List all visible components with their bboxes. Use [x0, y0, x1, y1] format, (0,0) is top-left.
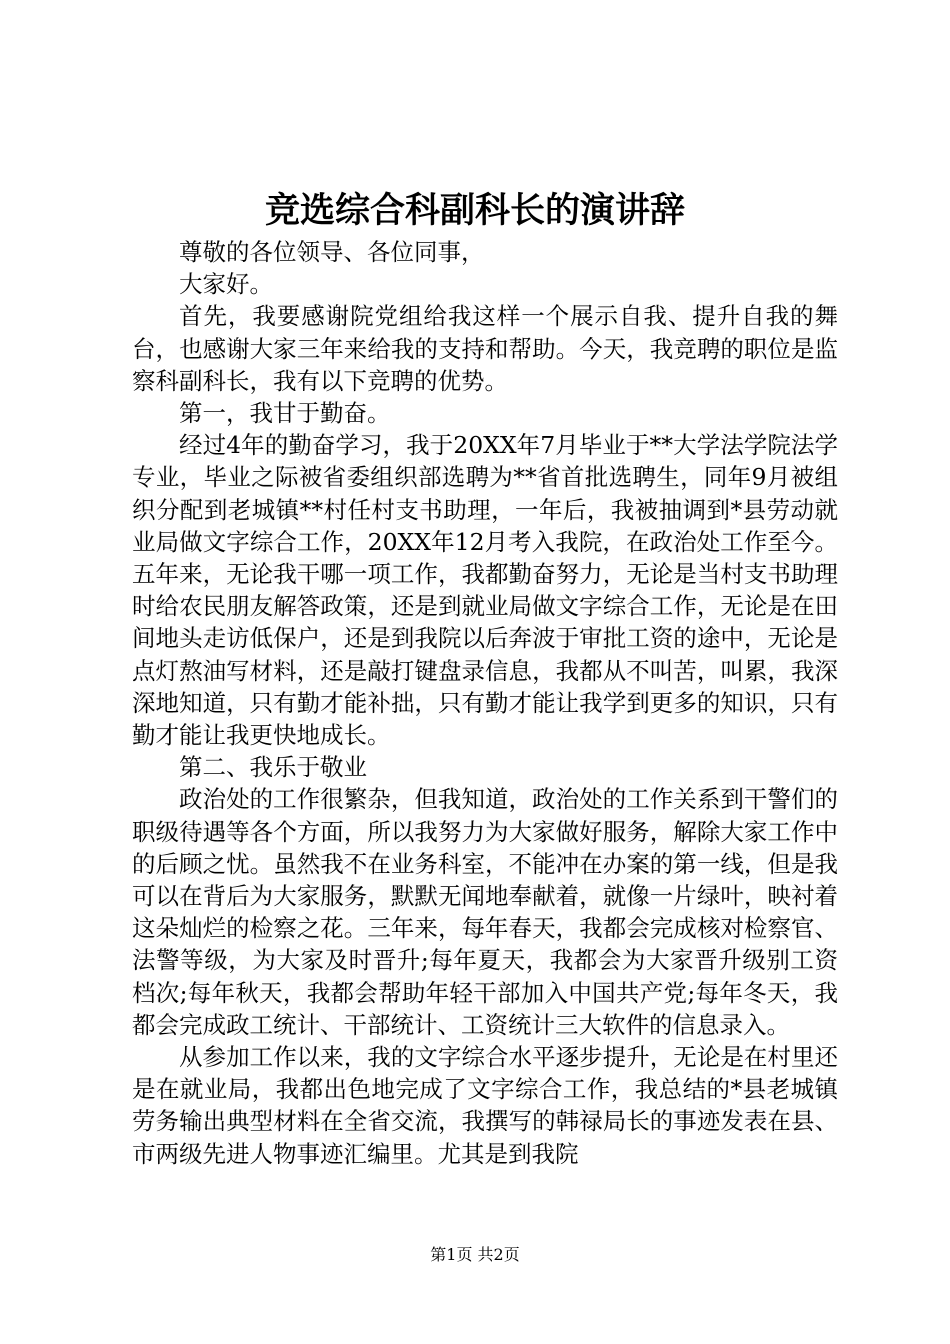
page-footer: 第1页 共2页: [430, 1245, 520, 1264]
paragraph-heading-second: 第二、我乐于敬业: [179, 753, 367, 782]
paragraph-intro: 首先，我要感谢院党组给我这样一个展示自我、提升自我的舞台，也感谢大家三年来给我的支持和帮助。今天，我竞聘的职位是监察科副科长，我有以下竞聘的优势。: [132, 302, 838, 395]
paragraph-greeting: 大家好。: [179, 270, 273, 299]
paragraph-salutation: 尊敬的各位领导、各位同事，: [179, 238, 485, 266]
paragraph-diligence: 经过4年的勤奋学习，我于20XX年7月毕业于**大学法学院法学专业，毕业之际被省委组织部选聘为**省首批选聘生，同年9月被组织分配到老城镇**村任村支书助理，一年后，我被抽调到*县劳动就业局做文字综合工作，20XX年12月考入我院，在政治处工作至今。五年来，无论我干哪一项工作，我都勤奋努力，无论是当村支书助理时给农民朋友解答政策，还是到就业局做文字综合工作，无论是在田间地头走访低保户，还是到我院以后奔波于审批工资的途中，无论是点灯熬油写材料，还是敲打键盘录信息，我都从不叫苦，叫累，我深深地知道，只有勤才能补拙，只有勤才能让我学到更多的知识，只有勤才能让我更快地成长。: [132, 431, 838, 750]
document-title: 竞选综合科副科长的演讲辞: [264, 190, 685, 231]
paragraph-dedication: 政治处的工作很繁杂，但我知道，政治处的工作关系到干警们的职级待遇等各个方面，所以我努力为大家做好服务，解除大家工作中的后顾之忧。虽然我不在业务科室，不能冲在办案的第一线，但是我可以在背后为大家服务，默默无闻地奉献着，就像一片绿叶，映衬着这朵灿烂的检察之花。三年来，每年春天，我都会完成核对检察官、法警等级，为大家及时晋升;每年夏天，我都会为大家晋升级别工资档次;每年秋天，我都会帮助年轻干部加入中国共产党;每年冬天，我都会完成政工统计、干部统计、工资统计三大软件的信息录入。: [132, 785, 838, 1039]
paragraph-heading-first: 第一，我甘于勤奋。: [179, 399, 391, 428]
paragraph-writing: 从参加工作以来，我的文字综合水平逐步提升，无论是在村里还是在就业局，我都出色地完成了文字综合工作，我总结的*县老城镇劳务输出典型材料在全省交流，我撰写的韩禄局长的事迹发表在县、市两级先进人物事迹汇编里。尤其是到我院: [132, 1043, 838, 1168]
document-body: [132, 236, 838, 1170]
